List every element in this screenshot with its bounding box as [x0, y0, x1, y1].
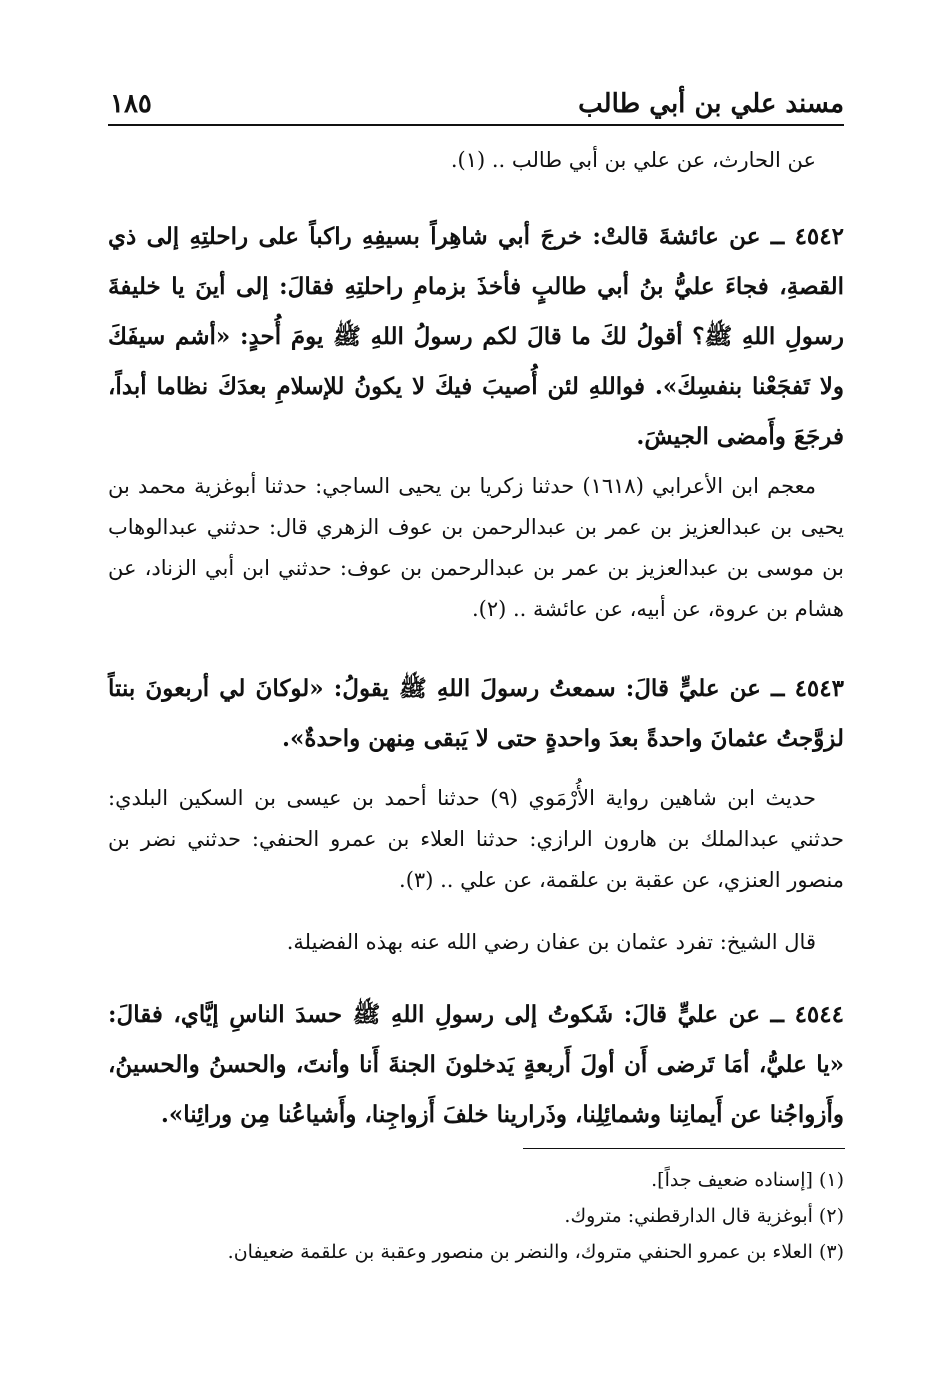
- running-head-title: مسند علي بن أبي طالب: [578, 89, 844, 119]
- footnote-2: (٢) أبوغزية قال الدارقطني: متروك.: [564, 1205, 844, 1227]
- paragraph-continuation: عن الحارث، عن علي بن أبي طالب .. (١).: [450, 148, 816, 172]
- running-head: [110, 86, 844, 122]
- footnote-separator: [523, 1148, 845, 1149]
- continuation-text: [108, 140, 844, 181]
- header-rule: [108, 124, 844, 126]
- isnad-paragraph: معجم ابن الأعرابي (١٦١٨) حدثنا زكريا بن يحيى الساجي: حدثنا أبوغزية محمد بن يحيى بن عبدالعزيز بن عمر بن عبدالرحمن بن عوف الزهري قال: حدثني عبدالوهاب بن موسى بن عبدالعزيز بن عمر بن عبدالرحمن بن عوف: حدثني ابن أبي الزناد، عن هشام بن عروة، عن أبيه، عن عائشة .. (٢).: [108, 474, 844, 621]
- hadith-text: ٤٥٤٤ ــ عن عليٍّ قالَ: شَكوتُ إلى رسولِ اللهِ ﷺ حسدَ الناسِ إيَّاي، فقالَ: «يا عليُّ، أمَا تَرضى أَن أولَ أَربعةٍ يَدخلونَ الجنةَ أَنا وأنتَ، والحسنُ والحسينُ، وأَزواجُنا عن أَيمانِنا وشمائِلِنا، وذَرارينا خلفَ أَزواجِنا، وأَشياعُنا مِن ورائِنا».: [108, 1001, 844, 1128]
- source-4543: [108, 778, 844, 901]
- hadith-text: ٤٥٤٢ ــ عن عائشةَ قالتْ: خرجَ أبي شاهِراً بسيفِهِ راكباً على راحلتِهِ إلى ذي القصةِ، فجاءَ عليُّ بنُ أبي طالبٍ فأخذَ بزمامِ راحلتِهِ فقالَ: إلى أينَ يا خليفةَ رسولِ اللهِ ﷺ؟ أقولُ لكَ ما قالَ لكم رسولُ اللهِ ﷺ يومَ أُحدٍ: «أشم سيفَكَ ولا تَفجَعْنا بنفسِكَ». فواللهِ لئن أُصيبَ فيكَ لا يكونُ للإسلامِ بعدَكَ نظاما أبداً، فرجَعَ وأَمضى الجيشَ.: [108, 223, 844, 450]
- hadith-4544: [108, 990, 844, 1140]
- isnad-paragraph: حديث ابن شاهين رواية الأُرْمَوي (٩) حدثنا أحمد بن عيسى بن السكين البلدي: حدثني عبدالملك بن هارون الرازي: حدثنا العلاء بن عمرو الحنفي: حدثني نضر بن منصور العنزي، عن عقبة بن علقمة، عن علي .. (٣).: [108, 786, 844, 892]
- footnote-3: (٣) العلاء بن عمرو الحنفي متروك، والنضر بن منصور وعقبة بن علقمة ضعيفان.: [227, 1241, 844, 1263]
- footnote-1: (١) [إسناده ضعيف جداً].: [651, 1169, 844, 1191]
- hadith-text: ٤٥٤٣ ــ عن عليٍّ قالَ: سمعتُ رسولَ اللهِ ﷺ يقولُ: «لوكانَ لي أربعونَ بنتاً لزوَّجتُ عثمانَ واحدةً بعدَ واحدةٍ حتى لا يَبقى مِنهن واحدةٌ».: [108, 675, 844, 752]
- comment-paragraph: قال الشيخ: تفرد عثمان بن عفان رضي الله عنه بهذه الفضيلة.: [286, 930, 816, 954]
- hadith-4543: [108, 664, 844, 764]
- page-number: ١٨٥: [110, 89, 152, 119]
- hadith-4542: [108, 212, 844, 462]
- sheikh-comment: [108, 922, 844, 963]
- footnotes: [108, 1162, 844, 1270]
- source-4542: [108, 466, 844, 630]
